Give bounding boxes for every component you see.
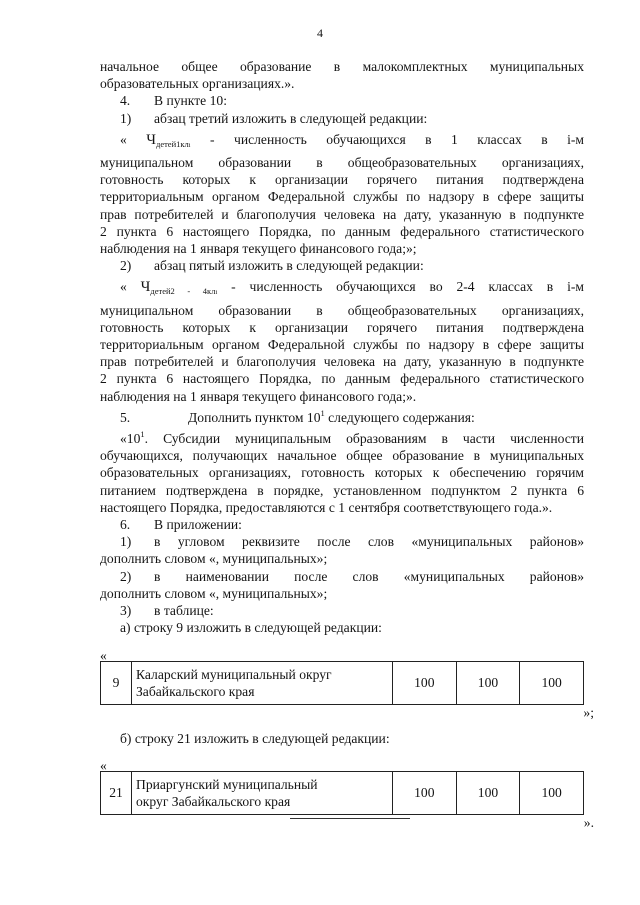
formula-line: « $Ч_{детей1клi}$ - численность обучающихся в 1 классах в i-м [120,131,584,149]
item-6 [100,516,584,533]
subitem-a1 [100,533,584,550]
text-line: территориальным органом Федеральной службы по надзору в сфере защиты [100,189,584,205]
subitem-number: 2) [120,568,132,584]
text-line: дополнить словом «, муниципальных»; [100,551,328,567]
subitem-text: в угловом реквизите после слов «муниципальных районов» [154,534,584,550]
item-number: 5. [120,409,131,425]
text-line: 2 пункта 6 настоящего Порядка, по данным федерального статистического [100,371,584,387]
text-line: образовательных организациях.». [100,76,295,92]
text-line: дополнить словом «, муниципальных»; [100,585,328,601]
divider-line [290,818,410,819]
subitem-number: 2) [120,258,132,274]
item-number: 6. [120,517,131,533]
text-line: территориальным органом Федеральной службы по надзору в сфере защиты [100,337,584,353]
text-line: готовность которых к организации горячего питания подтверждена [100,319,584,335]
quote-close: ». [583,814,594,830]
text-line: обучающихся, получающих начальное общее образование в муниципальных [100,448,584,464]
formula-symbol: Ч [140,279,151,296]
item-text: В приложении: [154,517,242,533]
text-line: прав потребителей и благополучия человека на дату, указанную в подпункте [100,354,584,370]
item-text: Дополнить пунктом $10^1$ следующего содержания: [188,407,475,425]
quote-open: « [100,757,107,773]
subitem-a3 [100,602,584,619]
table-row-9 [100,661,584,705]
page-number: 4 [317,26,323,40]
table-cell: 100 [393,661,457,704]
subitem-number: 3) [120,603,132,619]
formula-symbol: Ч [146,131,156,148]
text-line: наблюдения на 1 января текущего финансового года;»; [100,241,417,257]
subitem-1 [100,110,584,127]
formula-line: « $Ч_{детей2 - 4клi}$ - численность обучающихся во 2-4 классах в i-м [120,279,584,297]
quote-close: »; [583,704,594,720]
subitem-text: абзац третий изложить в следующей редакции: [154,110,428,126]
quote-open: « [100,647,107,663]
subitem-number: 1) [120,110,132,126]
table-cell: 100 [456,771,520,814]
table-row-21 [100,771,584,815]
subitem-number: 1) [120,534,132,550]
text-line: муниципальном образовании в общеобразовательных организациях, [100,302,584,318]
item-number: 4. [120,93,131,109]
table-row [101,661,584,704]
text-line: муниципальном образовании в общеобразовательных организациях, [100,155,584,171]
text-line: настоящего Порядка, предоставляются с 1 сентября соответствующего года.». [100,499,553,515]
subitem-a2 [100,568,584,585]
subitem-2 [100,257,584,274]
row-b-instruction: б) строку 21 изложить в следующей редакции: [120,730,390,746]
table-cell: 100 [520,661,584,704]
subitem-text: в наименовании после слов «муниципальных районов» [154,568,584,584]
table-row [101,771,584,814]
item-text: В пункте 10: [154,93,227,109]
row-a-instruction: а) строку 9 изложить в следующей редакции: [120,620,382,636]
new-point-line: «$10^1$. Субсидии муниципальным образованиям в части численности [120,429,584,447]
formula-subscript: детей2 - 4клi [150,286,218,297]
text-line: начальное общее образование в малокомплектных муниципальных [100,59,584,74]
text-line: 2 пункта 6 настоящего Порядка, по данным федерального статистического [100,223,584,239]
item-5 [100,405,584,426]
document-body [100,58,594,830]
municipality-name: Приаргунский муниципальный округ Забайкальского края [132,771,393,814]
row-number: 21 [101,771,132,814]
text-line: прав потребителей и благополучия человека на дату, указанную в подпункте [100,206,584,222]
text-line: питанием подтверждена в порядке, установленном подпунктом 2 пункта 6 [100,482,584,498]
text-line: готовность которых к организации горячего питания подтверждена [100,172,584,188]
table-cell: 100 [456,661,520,704]
subitem-text: в таблице: [154,603,214,619]
row-number: 9 [101,661,132,704]
formula-subscript: детей1клi [156,138,191,149]
text-line: образовательных организациях, готовность которых к обеспечению горячим [100,465,584,481]
subitem-text: абзац пятый изложить в следующей редакции: [154,258,424,274]
municipality-name: Каларский муниципальный округ Забайкальского края [132,661,393,704]
table-cell: 100 [393,771,457,814]
text-line: наблюдения на 1 января текущего финансового года;». [100,388,417,404]
table-cell: 100 [520,771,584,814]
item-4 [100,92,584,109]
